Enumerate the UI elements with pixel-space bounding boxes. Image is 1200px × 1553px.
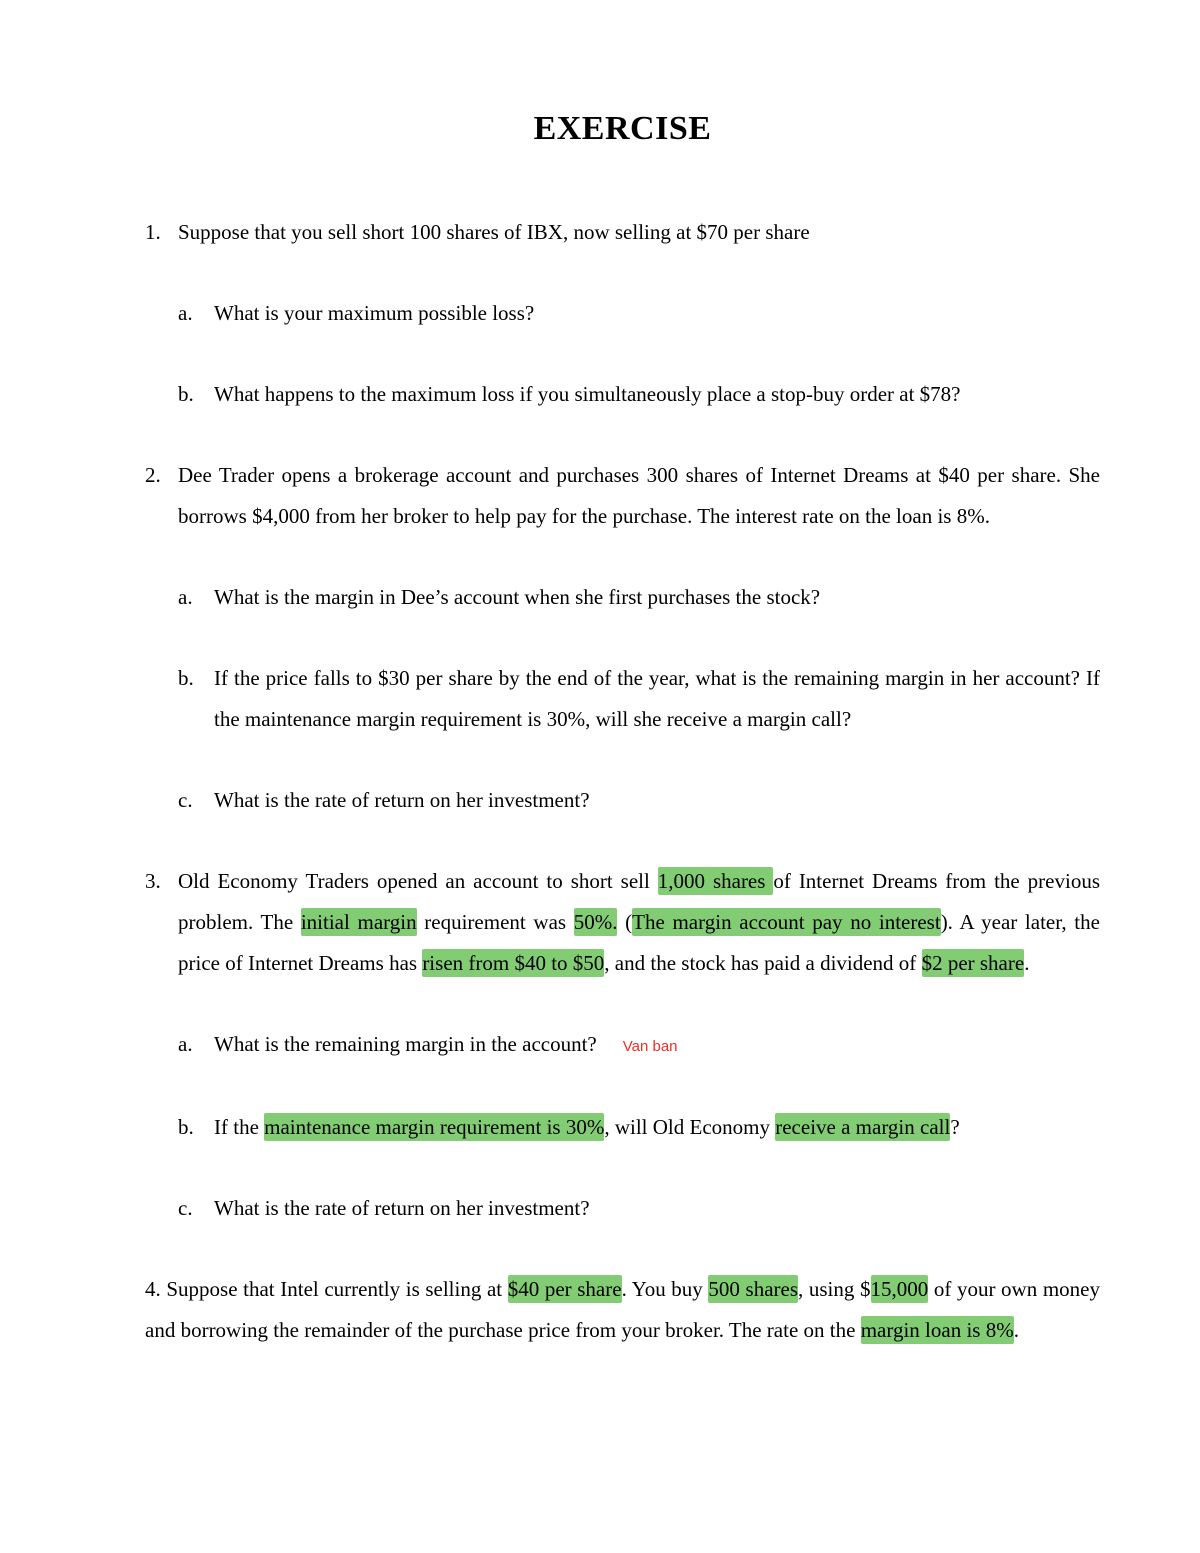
text-run: . bbox=[1013, 1318, 1019, 1342]
text-run: What is the rate of return on her investment? bbox=[214, 788, 590, 812]
text-run: 4. Suppose that Intel currently is selling at bbox=[145, 1277, 508, 1301]
highlighted-text: $40 per share bbox=[507, 1277, 622, 1301]
question-2c bbox=[178, 780, 1100, 821]
question-2a-text bbox=[214, 577, 1100, 618]
text-run: requirement was bbox=[416, 910, 574, 934]
question-1b-text bbox=[214, 374, 1100, 415]
document-title: EXERCISE bbox=[533, 110, 712, 147]
highlighted-text: $2 per share bbox=[921, 951, 1025, 975]
text-run: What is your maximum possible loss? bbox=[214, 301, 535, 325]
question-3b-text bbox=[214, 1107, 1100, 1148]
highlighted-text: risen from $40 to $50 bbox=[422, 951, 605, 975]
highlighted-text: initial margin bbox=[300, 910, 417, 934]
question-2-subitems bbox=[178, 577, 1100, 821]
text-run: What is the margin in Dee’s account when she first purchases the stock? bbox=[214, 585, 821, 609]
question-3a-label: a. bbox=[178, 1032, 193, 1056]
text-run: What is the remaining margin in the account? bbox=[214, 1032, 597, 1056]
question-2a-label: a. bbox=[178, 585, 193, 609]
question-1 bbox=[145, 212, 1100, 253]
question-1a-text bbox=[214, 293, 1100, 334]
highlighted-text: margin loan is 8% bbox=[860, 1318, 1014, 1342]
question-2c-text bbox=[214, 780, 1100, 821]
question-3a-question bbox=[214, 1032, 597, 1056]
question-1a bbox=[178, 293, 1100, 334]
highlighted-text: receive a margin call bbox=[775, 1115, 951, 1139]
highlighted-text: 1,000 shares bbox=[657, 869, 774, 893]
text-run: , and the stock has paid a dividend of bbox=[604, 951, 922, 975]
text-run: Suppose that you sell short 100 shares of IBX, now selling at $70 per share bbox=[178, 220, 810, 244]
question-3c-text bbox=[214, 1188, 1100, 1229]
question-1-number: 1. bbox=[145, 220, 161, 244]
question-2b bbox=[178, 658, 1100, 740]
text-run: If the price falls to $30 per share by the end of the year, what is the remaining margin in her account? If the maintenance margin requirement is 30%, will she receive a margin call? bbox=[214, 666, 1100, 731]
question-1a-label: a. bbox=[178, 301, 193, 325]
red-annotation: Van ban bbox=[622, 1038, 678, 1055]
highlighted-text: The margin account pay no interest bbox=[632, 910, 941, 934]
text-run: , will Old Economy bbox=[604, 1115, 776, 1139]
text-run: What happens to the maximum loss if you simultaneously place a stop-buy order at $78? bbox=[214, 382, 961, 406]
question-3-subitems bbox=[178, 1024, 1100, 1229]
text-run: . You buy bbox=[621, 1277, 709, 1301]
question-3c-label: c. bbox=[178, 1196, 193, 1220]
highlighted-text: 15,000 bbox=[870, 1277, 929, 1301]
question-3-text bbox=[178, 861, 1100, 984]
text-run: . bbox=[1024, 951, 1030, 975]
question-3c bbox=[178, 1188, 1100, 1229]
text-run: ? bbox=[950, 1115, 960, 1139]
text-run: , using $ bbox=[798, 1277, 871, 1301]
highlighted-text: 50%. bbox=[573, 910, 618, 934]
text-run: Old Economy Traders opened an account to short sell bbox=[178, 869, 658, 893]
question-1b bbox=[178, 374, 1100, 415]
question-2 bbox=[145, 455, 1100, 537]
text-run: What is the rate of return on her investment? bbox=[214, 1196, 590, 1220]
question-4-paragraph bbox=[145, 1269, 1100, 1351]
text-run: Dee Trader opens a brokerage account and purchases 300 shares of Internet Dreams at $40 per share. She borrows $4,000 from her broker to help pay for the purchase. The interest rate on the loan is 8%. bbox=[178, 463, 1100, 528]
question-3-number: 3. bbox=[145, 869, 161, 893]
question-2a bbox=[178, 577, 1100, 618]
question-1-subitems bbox=[178, 293, 1100, 415]
question-3a-text bbox=[214, 1024, 1100, 1067]
highlighted-text: maintenance margin requirement is 30% bbox=[264, 1115, 605, 1139]
question-3 bbox=[145, 861, 1100, 984]
question-2-text bbox=[178, 455, 1100, 537]
question-3a bbox=[178, 1024, 1100, 1067]
text-run: If the bbox=[214, 1115, 265, 1139]
text-run: of your own money and borrowing the remainder of the purchase price from your broker. The rate on the bbox=[145, 1277, 1100, 1342]
question-3b bbox=[178, 1107, 1100, 1148]
highlighted-text: 500 shares bbox=[708, 1277, 799, 1301]
question-2c-label: c. bbox=[178, 788, 193, 812]
text-run: of Internet Dreams from the previous problem. The bbox=[178, 869, 1100, 934]
text-run: ( bbox=[617, 910, 633, 934]
question-2-number: 2. bbox=[145, 463, 161, 487]
question-1b-label: b. bbox=[178, 382, 194, 406]
question-1-text bbox=[178, 212, 1100, 253]
question-3b-label: b. bbox=[178, 1115, 194, 1139]
question-2b-text bbox=[214, 658, 1100, 740]
text-run: ). A year later, the price of Internet Dreams has bbox=[178, 910, 1100, 975]
question-2b-label: b. bbox=[178, 666, 194, 690]
